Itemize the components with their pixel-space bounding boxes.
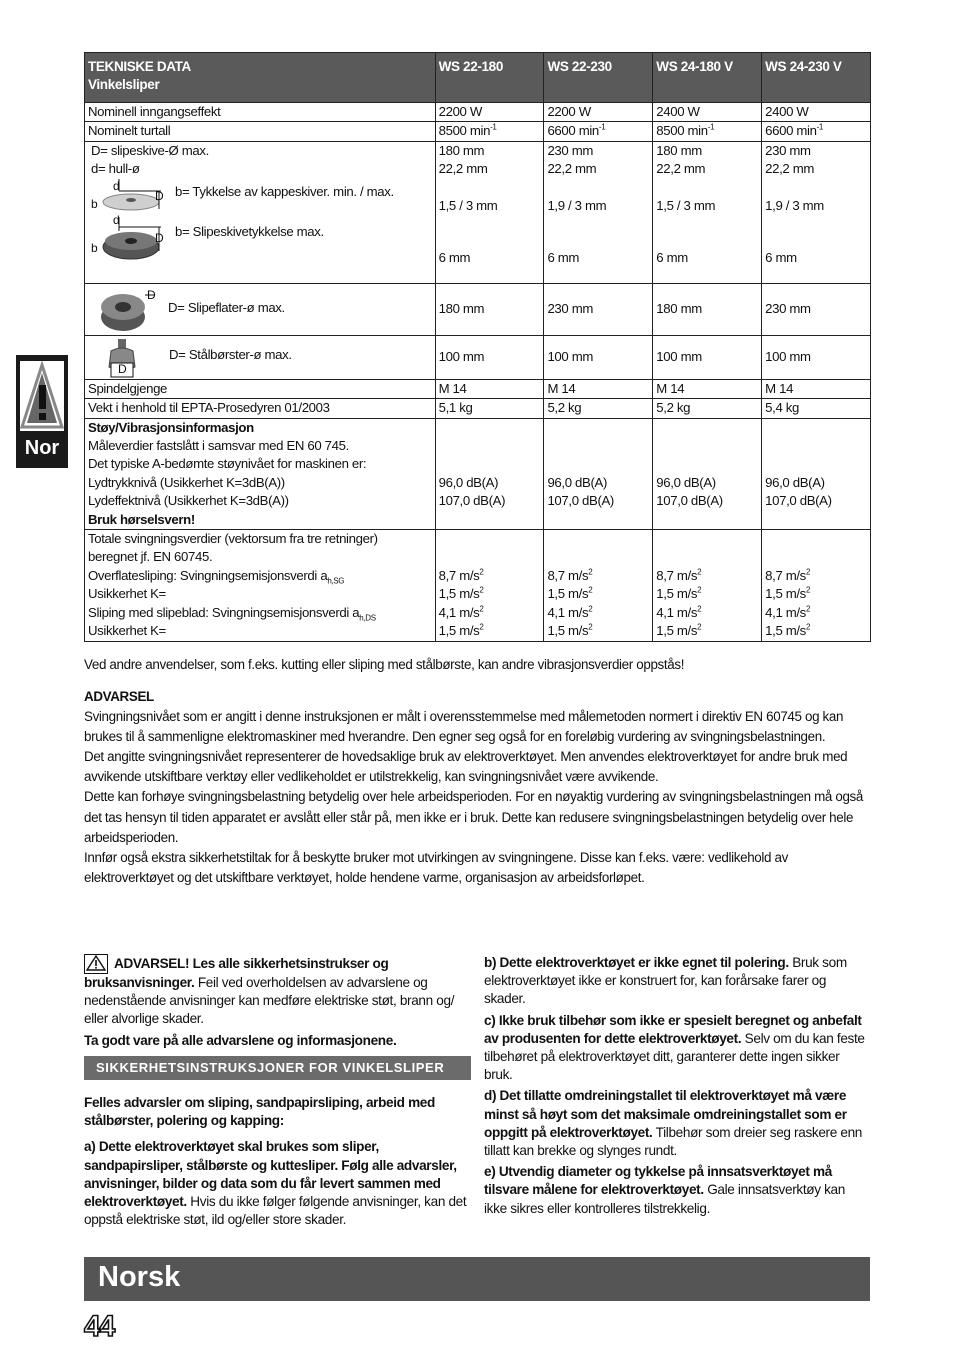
model-header: WS 22-230 — [544, 53, 653, 103]
warning-triangle-icon — [84, 954, 108, 974]
left-column: ADVARSEL! Les alle sikkerhetsinstrukser og bruksanvisninger. Feil ved overholdelsen av advarslene og nedenstående anvisninger kan medføre elektriske støt, brann og/ eller alvorlige skader. Ta godt vare på alle advarslene og informasjonene. SIKKERHETSINSTRUKSJONER FOR VINKELSLIPER Felles advarsler om sliping, sandpapirsliping, arbeid med stålbørster, polering og kapping: a) Dette elektroverktøyet skal brukes som sliper, sandpapirsliper, stålbørste og kuttesliper. Følg alle advarsler, anvisninger, bilder og data som du får levert sammen med elektroverktøyet. Hvis du ikke følger følgende anvisninger, kan det oppstå elektriske støt, ild og/eller store skader. — [84, 954, 471, 1232]
table-title: TEKNISKE DATA Vinkelsliper — [85, 53, 436, 103]
vibration-note: Ved andre anvendelser, som f.eks. kutting eller sliping med stålbørste, kan andre vibrasjonsverdier oppstås! — [84, 657, 685, 672]
footer-title: Norsk — [98, 1261, 181, 1293]
table-row: Spindelgjenge M 14 M 14 M 14 M 14 — [85, 379, 871, 398]
section-heading: SIKKERHETSINSTRUKSJONER FOR VINKELSLIPER — [84, 1056, 471, 1080]
table-row-noise: Støy/Vibrasjonsinformasjon Måleverdier fastslått i samsvar med EN 60 745. Det typiske A-bedømte støynivået for maskinen er: Lydtrykknivå (Usikkerhet K=3dB(A)) Lydeffektnivå (Usikkerhet K=3dB(A)) Bruk hørselsvern! 96,0 dB(A) 107,0 dB(A) 96,0 dB(A) 107,0 dB(A) 96,0 dB(A) 107,0 dB(A) 96,0 dB(A) 107,0 dB(A) — [85, 418, 871, 529]
model-header: WS 24-230 V — [762, 53, 871, 103]
page-number: 44 — [84, 1310, 114, 1343]
technical-data-table — [84, 52, 871, 642]
table-header-row — [85, 53, 871, 103]
advarsel-section: ADVARSEL Svingningsnivået som er angitt i denne instruksjonen er målt i overensstemmelse med målemetoden normert i direktiv EN 60745 og kan brukes til å sammenligne elektromaskiner med hverandre. Den egner seg også for en foreløbig vurdering av svingningsbelastningen. Det angitte svingningsnivået representerer de hovedsaklige bruk av elektroverktøyet. Men anvendes elektroverktøyet for andre bruk med avvikende utskiftbare verktøy eller vedlikeholdet er utilstrekkelig, kan svingningsnivået være avvikende. Dette kan forhøye svingningsbelastning betydelig over hele arbeidsperioden. For en nøyaktig vurdering av svingningsbelastningen må også det tas hensyn til tiden apparatet er avslått eller står på, men ikke er i bruk. Dette kan redusere svingningsbelastningen betydelig over hele arbeidsperioden. Innfør også ekstra sikkerhetstiltak for å beskytte bruker mot utvirkingen av svingningene. Disse kan f.eks. være: vedlikehold av elektroverktøyet og det utskiftbare verktøyet, holde hendene varme, organisasjon av arbeidsforløpet. — [84, 687, 870, 888]
right-column: b) Dette elektroverktøyet er ikke egnet til polering. Bruk som elektroverktøyet ikke er konstruert for, kan forårsake farer og skader. c) Ikke bruk tilbehør som ikke er spesielt beregnet og anbefalt av produsenten for dette elektroverktøyet. Selv om du kan feste tilbehøret på elektroverktøyet ditt, garanterer dette ingen sikker bruk. d) Det tillatte omdreiningstallet til elektroverktøyet må være minst så høyt som det maksimale omdreiningstallet som er oppgitt på elektroverktøyet. Tilbehør som dreier seg raskere enn tillatt kan brekke og slynges rundt. e) Utvendig diameter og tykkelse på innsatsverktøyet må tilsvare målene for elektroverktøyet. Gale innsatsverktøy kan ikke sikres eller kontrolleres tilstrekkelig. — [484, 955, 865, 1216]
table-row-brush: D D= Stålbørster-ø max. 100 mm 100 mm 100 mm 100 mm — [85, 335, 871, 379]
wire-brush-icon — [107, 337, 147, 379]
table-row: Nominelt turtall 8500 $\min^{-1}$ 6600 $\min^{-1}$ 8500 $\min^{-1}$ 6600 $\min^{-1}$ — [85, 122, 871, 141]
cutting-disc-row: d b D b= Tykkelse av kappeskiver. min. / max. — [91, 179, 433, 217]
model-header: WS 22-180 — [435, 53, 544, 103]
table-row: Nominell inngangseffekt 2200 W 2200 W 2400 W 2400 W — [85, 103, 871, 122]
table-row: Vekt i henhold til EPTA-Prosedyren 01/2003 5,1 kg 5,2 kg 5,2 kg 5,4 kg — [85, 399, 871, 418]
grinding-disc-row: d b D b= Slipeskivetykkelse max. — [91, 217, 433, 265]
model-header: WS 24-180 V — [653, 53, 762, 103]
advarsel-title: ADVARSEL — [84, 689, 154, 704]
table-row-flap: D D= Slipeflater-ø max. 180 mm 230 mm 180 mm 230 mm — [85, 283, 871, 335]
warning-triangle-icon — [20, 361, 64, 431]
language-label: Nor — [24, 437, 60, 459]
table-row-vibration: Totale svingningsverdier (vektorsum fra tre retninger) beregnet jf. EN 60745. Overflatesliping: Svingningsemisjonsverdi $a_{h,SG}$ Usikkerhet K= Sliping med slipeblad: Svingningsemisjonsverdi $a_{h,DS}$ Usikkerhet K= 8,7 $m/s^2$ 1,5 $m/s^2$ 4,1 $m/s^2$ 1,5 $m/s^2$ 8,7 $m/s^2$ 1,5 $m/s^2$ 4,1 $m/s^2$ 1,5 $m/s^2$ 8,7 $m/s^2$ 1,5 $m/s^2$ 4,1 $m/s^2$ 1,5 $m/s^2$ 8,7 $m/s^2$ 1,5 $m/s^2$ 4,1 $m/s^2$ 1,5 $m/s^2$ — [85, 530, 871, 642]
table-row-disc: D= slipeskive-Ø max. d= hull-ø d b D b= Tykkelse av kappeskiver. min. / max. d b D b= Slipeskivetykkelse max. 180 mm 22,2 mm 1,5 / 3 mm 6 mm 230 mm 22,2 mm 1,9 / 3 mm 6 mm 180 mm 22,2 mm 1,5 / 3 mm 6 mm 230 mm 22,2 mm 1,9 / 3 mm 6 mm — [85, 141, 871, 283]
footer-language-bar — [84, 1257, 870, 1301]
language-side-tab — [16, 355, 68, 468]
